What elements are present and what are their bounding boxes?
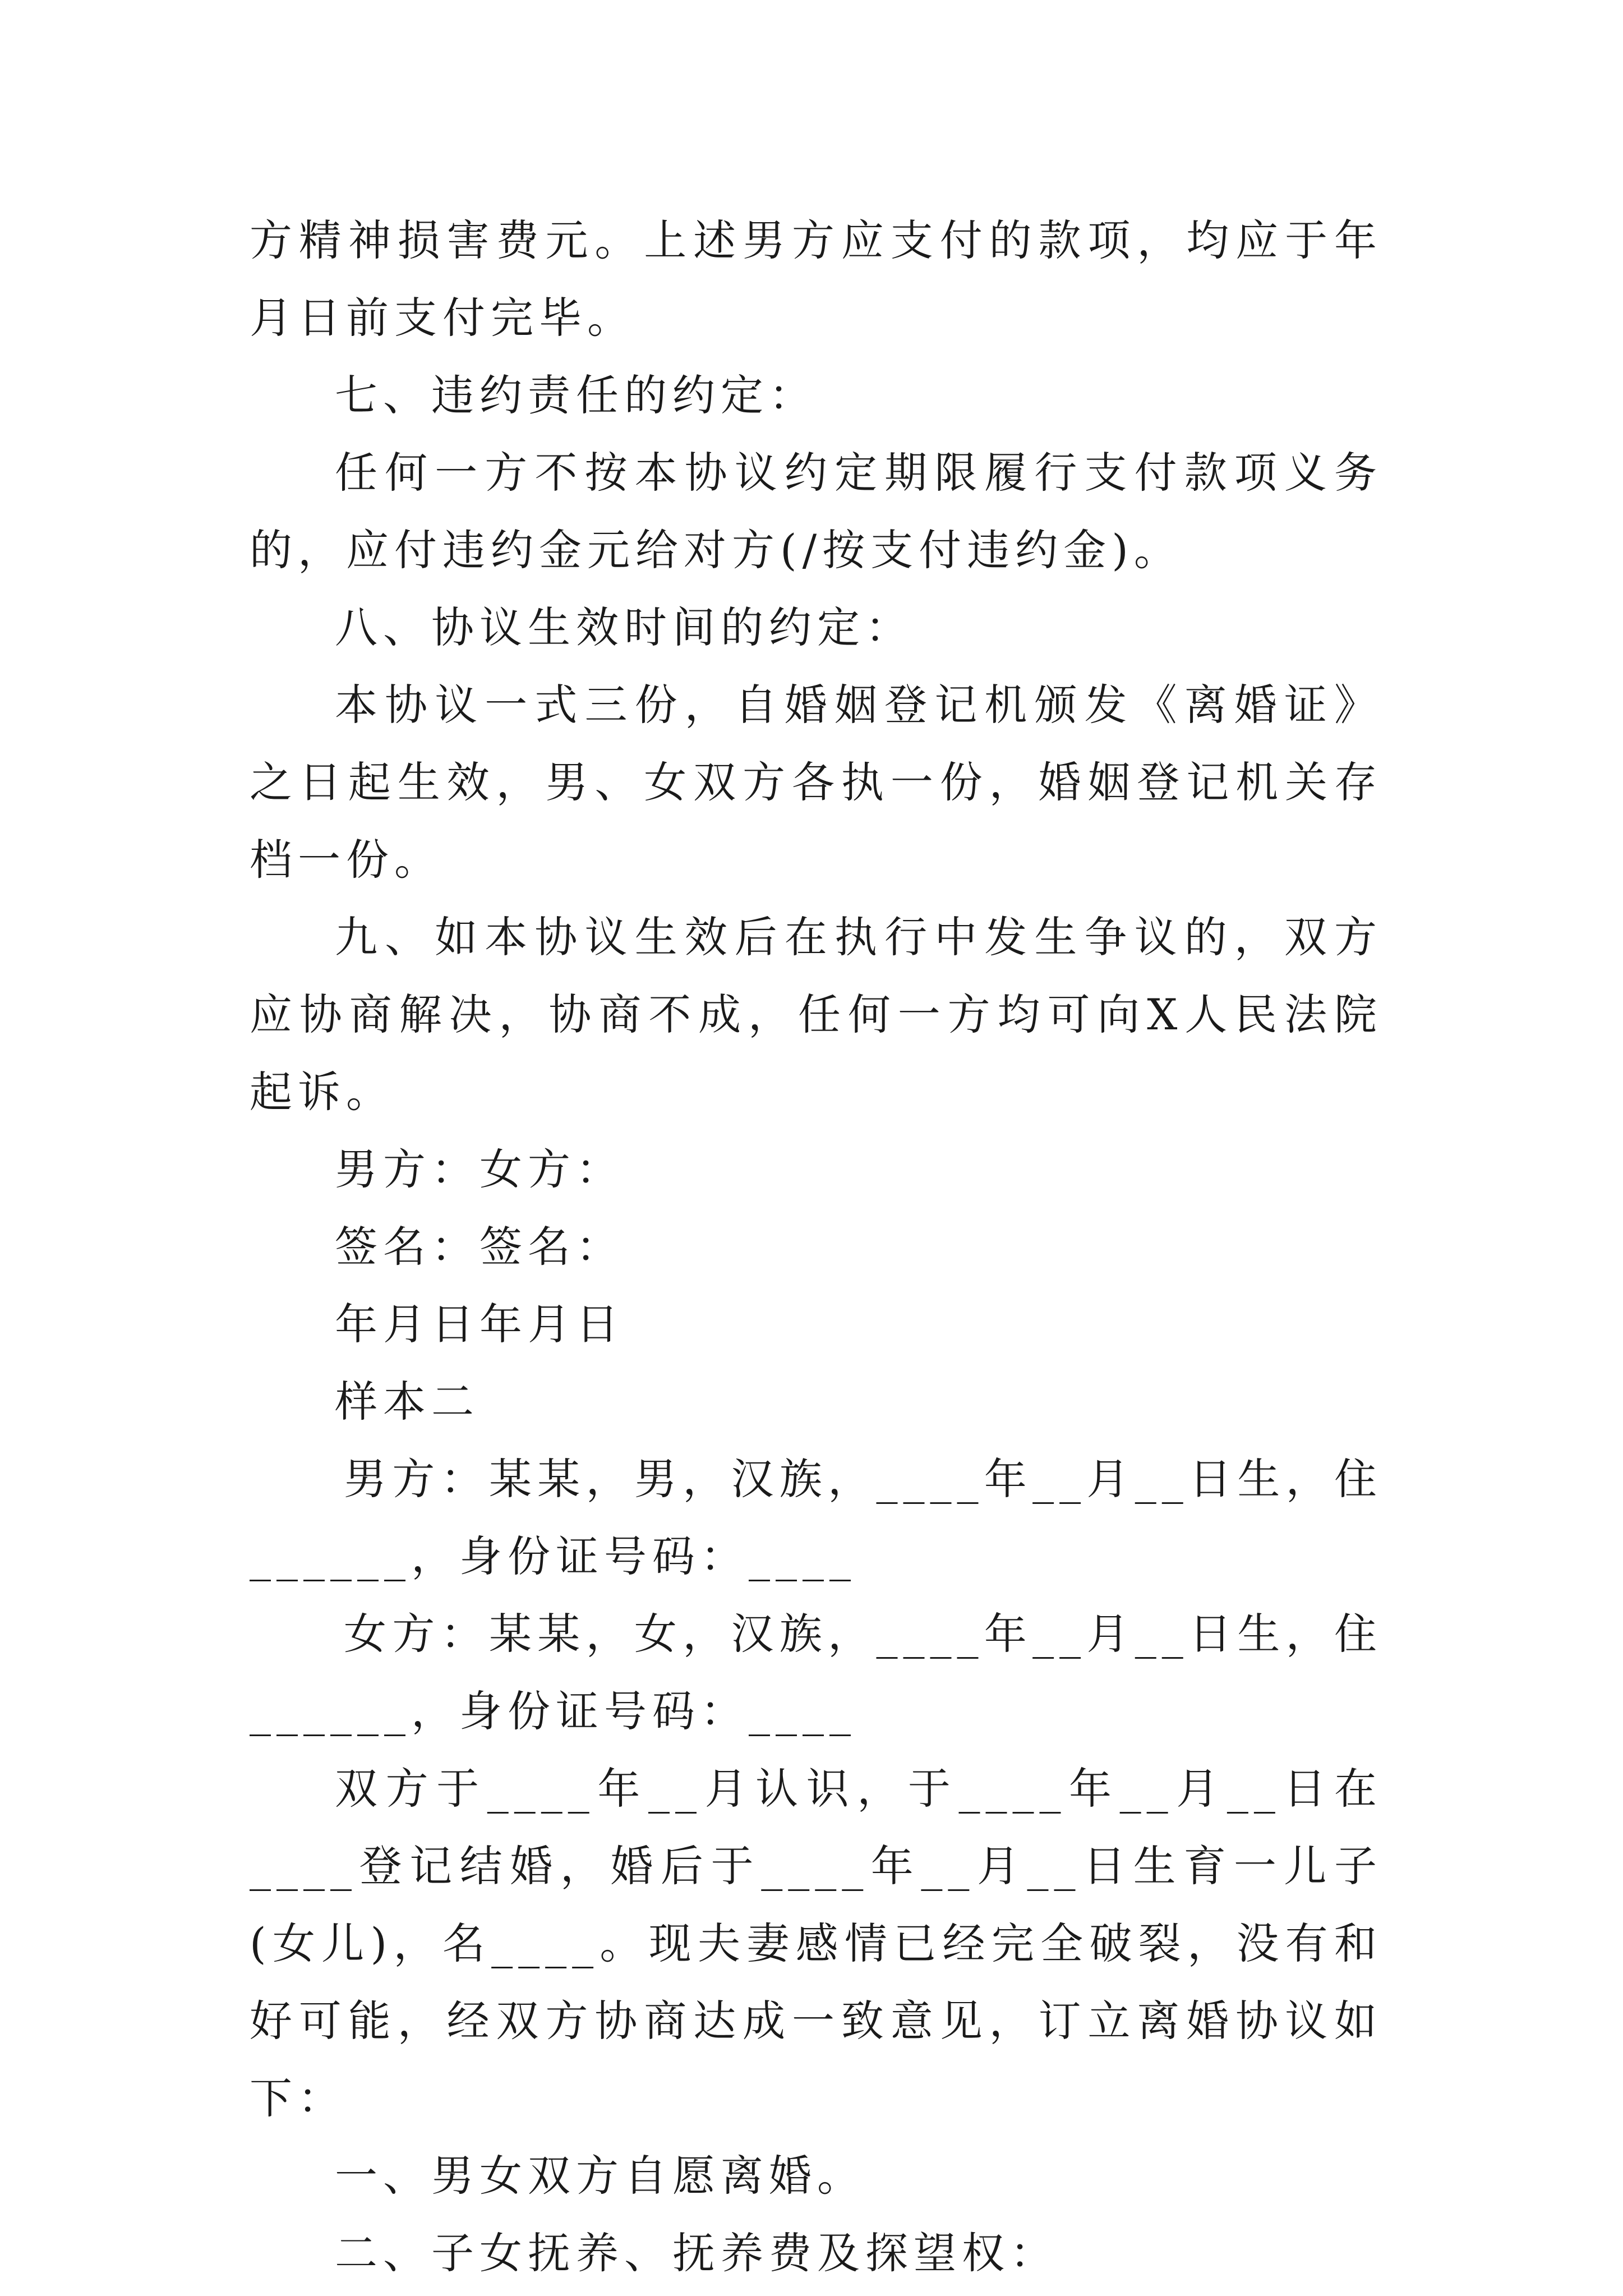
heading-sample-two: 样本二 xyxy=(335,1377,479,1427)
paragraph-female-party: 女方：某某，女，汉族，____年__月__日生，住______，身份证号码：____ xyxy=(250,1609,1382,1736)
paragraph-dispute: 九、如本协议生效后在执行中发生争议的，双方应协商解决，协商不成，任何一方均可向X人民法院起诉。 xyxy=(250,912,1382,1117)
line-dates: 年月日年月日 xyxy=(335,1299,624,1349)
clause-child-custody: 二、子女抚养、抚养费及探望权： xyxy=(335,2228,1058,2278)
clause-voluntary-divorce: 一、男女双方自愿离婚。 xyxy=(335,2151,865,2201)
heading-effective-time: 八、协议生效时间的约定： xyxy=(335,602,914,652)
paragraph-breach-penalty: 任何一方不按本协议约定期限履行支付款项义务的，应付违约金元给对方(/按支付违约金)。 xyxy=(250,448,1382,575)
line-signatures: 签名：签名： xyxy=(335,1222,624,1272)
heading-breach-liability: 七、违约责任的约定： xyxy=(335,370,817,420)
paragraph-male-party: 男方：某某，男，汉族，____年__月__日生，住______，身份证号码：____ xyxy=(250,1454,1382,1581)
line-parties: 男方：女方： xyxy=(335,1144,624,1194)
paragraph-marriage-history: 双方于____年__月认识，于____年__月__日在____登记结婚，婚后于____年__月__日生育一儿子(女儿)，名____。现夫妻感情已经完全破裂，没有和好可能，经双方协商达成一致意见，订立离婚协议如下： xyxy=(250,1764,1382,2123)
document-body xyxy=(250,202,1382,2292)
paragraph-compensation-payment: 方精神损害费元。上述男方应支付的款项，均应于年月日前支付完毕。 xyxy=(250,215,1382,343)
paragraph-copies: 本协议一式三份，自婚姻登记机颁发《离婚证》之日起生效，男、女双方各执一份，婚姻登记机关存档一份。 xyxy=(250,680,1382,885)
